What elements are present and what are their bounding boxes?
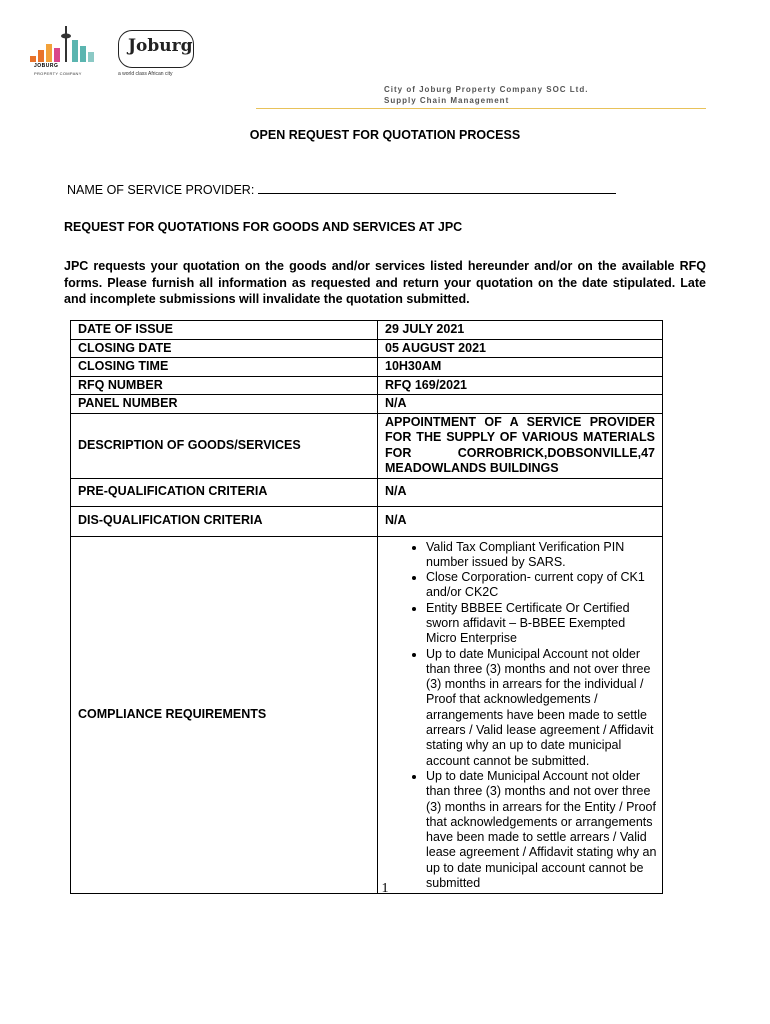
table-row	[71, 506, 663, 536]
row-label: PANEL NUMBER	[71, 395, 378, 414]
row-value: N/A	[378, 478, 663, 506]
document-title: OPEN REQUEST FOR QUOTATION PROCESS	[249, 128, 521, 142]
compliance-label: COMPLIANCE REQUIREMENTS	[71, 536, 378, 894]
table-row	[71, 536, 663, 894]
row-value: APPOINTMENT OF A SERVICE PROVIDER FOR THE SUPPLY OF VARIOUS MATERIALS FOR CORROBRICK,DOBSONVILLE,47 MEADOWLANDS BUILDINGS	[378, 413, 663, 478]
table-row	[71, 376, 663, 395]
joburg-tagline: a world class African city	[118, 71, 173, 77]
row-value: 29 JULY 2021	[378, 321, 663, 340]
intro-paragraph: JPC requests your quotation on the goods and/or services listed hereunder and/or on the available RFQ forms. Please furnish all information as requested and return your quotation on the date stipulated. Late and incomplete submissions will invalidate the quotation submitted.	[64, 259, 706, 306]
page-number: 1	[381, 881, 389, 896]
row-label: CLOSING TIME	[71, 358, 378, 377]
row-label: PRE-QUALIFICATION CRITERIA	[71, 478, 378, 506]
row-label: DESCRIPTION OF GOODS/SERVICES	[71, 413, 378, 478]
row-value: N/A	[378, 506, 663, 536]
list-item: • Entity BBBEE Certificate Or Certified sworn affidavit – B-BBEE Exempted Micro Enterprise	[426, 601, 658, 647]
rfq-details-table	[70, 320, 663, 894]
service-provider-line	[67, 183, 616, 197]
row-value: N/A	[378, 395, 663, 414]
compliance-cell	[378, 536, 663, 894]
row-label: CLOSING DATE	[71, 339, 378, 358]
service-provider-label: NAME OF SERVICE PROVIDER:	[67, 183, 255, 197]
joburg-logo-text: Joburg	[128, 36, 193, 56]
row-value: 10H30AM	[378, 358, 663, 377]
rfq-heading: REQUEST FOR QUOTATIONS FOR GOODS AND SERVICES AT JPC	[64, 220, 463, 234]
jpc-logo	[28, 22, 103, 78]
list-item: • Up to date Municipal Account not older than three (3) months and not over three (3) months in arrears for the individual / Proof that acknowledgements / arrangements have been made to settle arrears / Valid lease agreement / Affidavit stating why an up to date municipal account cannot be submitted.	[426, 647, 658, 769]
row-label: RFQ NUMBER	[71, 376, 378, 395]
list-item: • Up to date Municipal Account not older than three (3) months and not over three (3) months in arrears for the Entity / Proof that acknowledgements or arrangements have been made to settle arrears / Valid lease agreement / Affidavit stating why an up to date municipal account cannot be submitted	[426, 769, 658, 891]
company-name: City of Joburg Property Company SOC Ltd.	[384, 85, 589, 94]
table-row	[71, 413, 663, 478]
department-name: Supply Chain Management	[384, 96, 510, 105]
table-row	[71, 395, 663, 414]
header-rule	[256, 108, 706, 109]
jpc-logo-subtext: PROPERTY COMPANY	[34, 71, 82, 76]
row-label: DATE OF ISSUE	[71, 321, 378, 340]
jpc-logo-text: JOBURG	[34, 63, 59, 69]
row-label: DIS-QUALIFICATION CRITERIA	[71, 506, 378, 536]
service-provider-blank	[258, 183, 616, 194]
table-row	[71, 358, 663, 377]
table-row	[71, 478, 663, 506]
compliance-list	[382, 540, 658, 892]
table-row	[71, 339, 663, 358]
company-block	[384, 84, 588, 106]
row-value: RFQ 169/2021	[378, 376, 663, 395]
list-item: • Valid Tax Compliant Verification PIN number issued by SARS.	[426, 540, 658, 571]
table-row	[71, 321, 663, 340]
list-item: • Close Corporation- current copy of CK1 and/or CK2C	[426, 570, 658, 601]
row-value: 05 AUGUST 2021	[378, 339, 663, 358]
